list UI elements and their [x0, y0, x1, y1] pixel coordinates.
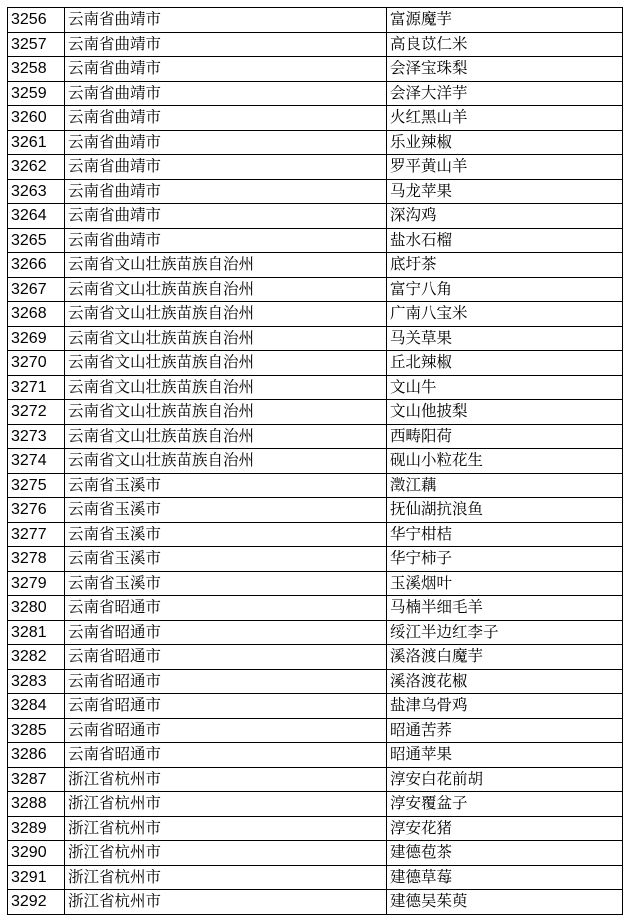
row-number-cell: 3282	[8, 645, 65, 670]
table-row	[8, 547, 623, 572]
table-row	[8, 326, 623, 351]
product-cell: 深沟鸡	[387, 204, 623, 229]
product-cell: 淳安花猪	[387, 816, 623, 841]
row-number-cell: 3285	[8, 718, 65, 743]
region-cell: 云南省文山壮族苗族自治州	[65, 326, 387, 351]
table-row	[8, 277, 623, 302]
product-cell: 文山牛	[387, 375, 623, 400]
region-cell: 云南省玉溪市	[65, 571, 387, 596]
row-number-cell: 3267	[8, 277, 65, 302]
region-cell: 云南省玉溪市	[65, 473, 387, 498]
row-number-cell: 3266	[8, 253, 65, 278]
region-cell: 云南省昭通市	[65, 596, 387, 621]
table-row	[8, 302, 623, 327]
row-number-cell: 3263	[8, 179, 65, 204]
product-cell: 建德吴茱萸	[387, 890, 623, 915]
table-row	[8, 424, 623, 449]
row-number-cell: 3265	[8, 228, 65, 253]
table-row	[8, 767, 623, 792]
table-row	[8, 179, 623, 204]
region-cell: 浙江省杭州市	[65, 890, 387, 915]
row-number-cell: 3257	[8, 32, 65, 57]
table-row	[8, 571, 623, 596]
region-cell: 云南省昭通市	[65, 694, 387, 719]
table-row	[8, 253, 623, 278]
row-number-cell: 3290	[8, 841, 65, 866]
product-cell: 乐业辣椒	[387, 130, 623, 155]
table-row	[8, 32, 623, 57]
region-cell: 浙江省杭州市	[65, 816, 387, 841]
product-cell: 昭通苹果	[387, 743, 623, 768]
product-cell: 华宁柑桔	[387, 522, 623, 547]
region-cell: 云南省曲靖市	[65, 32, 387, 57]
region-cell: 云南省曲靖市	[65, 155, 387, 180]
product-cell: 马关草果	[387, 326, 623, 351]
product-cell: 玉溪烟叶	[387, 571, 623, 596]
table-row	[8, 792, 623, 817]
region-cell: 云南省文山壮族苗族自治州	[65, 277, 387, 302]
table-row	[8, 841, 623, 866]
region-cell: 云南省文山壮族苗族自治州	[65, 375, 387, 400]
row-number-cell: 3289	[8, 816, 65, 841]
table-row	[8, 743, 623, 768]
row-number-cell: 3279	[8, 571, 65, 596]
product-cell: 建德苞茶	[387, 841, 623, 866]
product-cell: 丘北辣椒	[387, 351, 623, 376]
region-cell: 云南省文山壮族苗族自治州	[65, 351, 387, 376]
product-cell: 华宁柿子	[387, 547, 623, 572]
table-row	[8, 816, 623, 841]
region-cell: 云南省昭通市	[65, 669, 387, 694]
region-cell: 浙江省杭州市	[65, 865, 387, 890]
table-row	[8, 57, 623, 82]
row-number-cell: 3269	[8, 326, 65, 351]
table-row	[8, 81, 623, 106]
product-cell: 富源魔芋	[387, 8, 623, 33]
table-row	[8, 522, 623, 547]
region-cell: 云南省曲靖市	[65, 179, 387, 204]
table-row	[8, 498, 623, 523]
product-cell: 盐津乌骨鸡	[387, 694, 623, 719]
row-number-cell: 3272	[8, 400, 65, 425]
region-cell: 云南省曲靖市	[65, 204, 387, 229]
row-number-cell: 3276	[8, 498, 65, 523]
row-number-cell: 3288	[8, 792, 65, 817]
product-cell: 建德草莓	[387, 865, 623, 890]
table-row	[8, 8, 623, 33]
product-cell: 抚仙湖抗浪鱼	[387, 498, 623, 523]
table-row	[8, 596, 623, 621]
product-table-body	[8, 8, 623, 915]
product-cell: 会泽宝珠梨	[387, 57, 623, 82]
region-cell: 云南省文山壮族苗族自治州	[65, 449, 387, 474]
product-cell: 文山他披梨	[387, 400, 623, 425]
region-cell: 云南省曲靖市	[65, 8, 387, 33]
product-table	[7, 7, 623, 915]
product-cell: 淳安白花前胡	[387, 767, 623, 792]
product-cell: 火红黑山羊	[387, 106, 623, 131]
row-number-cell: 3274	[8, 449, 65, 474]
row-number-cell: 3260	[8, 106, 65, 131]
region-cell: 云南省曲靖市	[65, 130, 387, 155]
row-number-cell: 3292	[8, 890, 65, 915]
product-cell: 绥江半边红李子	[387, 620, 623, 645]
region-cell: 云南省文山壮族苗族自治州	[65, 253, 387, 278]
product-cell: 淳安覆盆子	[387, 792, 623, 817]
row-number-cell: 3264	[8, 204, 65, 229]
row-number-cell: 3256	[8, 8, 65, 33]
row-number-cell: 3283	[8, 669, 65, 694]
row-number-cell: 3270	[8, 351, 65, 376]
row-number-cell: 3258	[8, 57, 65, 82]
product-cell: 底圩茶	[387, 253, 623, 278]
table-row	[8, 890, 623, 915]
region-cell: 云南省昭通市	[65, 620, 387, 645]
region-cell: 云南省文山壮族苗族自治州	[65, 400, 387, 425]
product-cell: 马楠半细毛羊	[387, 596, 623, 621]
row-number-cell: 3281	[8, 620, 65, 645]
product-cell: 富宁八角	[387, 277, 623, 302]
row-number-cell: 3268	[8, 302, 65, 327]
row-number-cell: 3259	[8, 81, 65, 106]
product-cell: 溪洛渡白魔芋	[387, 645, 623, 670]
region-cell: 云南省曲靖市	[65, 81, 387, 106]
table-row	[8, 645, 623, 670]
region-cell: 云南省文山壮族苗族自治州	[65, 424, 387, 449]
product-cell: 罗平黄山羊	[387, 155, 623, 180]
row-number-cell: 3273	[8, 424, 65, 449]
row-number-cell: 3286	[8, 743, 65, 768]
region-cell: 云南省昭通市	[65, 645, 387, 670]
table-row	[8, 130, 623, 155]
product-cell: 广南八宝米	[387, 302, 623, 327]
table-row	[8, 473, 623, 498]
table-row	[8, 106, 623, 131]
row-number-cell: 3284	[8, 694, 65, 719]
table-row	[8, 620, 623, 645]
row-number-cell: 3277	[8, 522, 65, 547]
table-row	[8, 694, 623, 719]
region-cell: 云南省曲靖市	[65, 228, 387, 253]
row-number-cell: 3275	[8, 473, 65, 498]
table-row	[8, 669, 623, 694]
table-row	[8, 449, 623, 474]
region-cell: 云南省玉溪市	[65, 522, 387, 547]
table-row	[8, 351, 623, 376]
row-number-cell: 3271	[8, 375, 65, 400]
row-number-cell: 3262	[8, 155, 65, 180]
product-cell: 澂江藕	[387, 473, 623, 498]
table-row	[8, 204, 623, 229]
row-number-cell: 3278	[8, 547, 65, 572]
product-cell: 高良苡仁米	[387, 32, 623, 57]
table-row	[8, 718, 623, 743]
product-cell: 马龙苹果	[387, 179, 623, 204]
region-cell: 云南省曲靖市	[65, 106, 387, 131]
region-cell: 浙江省杭州市	[65, 792, 387, 817]
product-cell: 溪洛渡花椒	[387, 669, 623, 694]
region-cell: 浙江省杭州市	[65, 841, 387, 866]
row-number-cell: 3291	[8, 865, 65, 890]
product-cell: 西畴阳荷	[387, 424, 623, 449]
region-cell: 云南省昭通市	[65, 743, 387, 768]
region-cell: 云南省曲靖市	[65, 57, 387, 82]
product-cell: 昭通苦荞	[387, 718, 623, 743]
table-row	[8, 228, 623, 253]
product-cell: 盐水石榴	[387, 228, 623, 253]
table-row	[8, 375, 623, 400]
table-row	[8, 865, 623, 890]
region-cell: 云南省文山壮族苗族自治州	[65, 302, 387, 327]
row-number-cell: 3287	[8, 767, 65, 792]
row-number-cell: 3280	[8, 596, 65, 621]
table-row	[8, 155, 623, 180]
product-cell: 砚山小粒花生	[387, 449, 623, 474]
row-number-cell: 3261	[8, 130, 65, 155]
table-row	[8, 400, 623, 425]
product-cell: 会泽大洋芋	[387, 81, 623, 106]
region-cell: 云南省昭通市	[65, 718, 387, 743]
region-cell: 云南省玉溪市	[65, 498, 387, 523]
region-cell: 浙江省杭州市	[65, 767, 387, 792]
region-cell: 云南省玉溪市	[65, 547, 387, 572]
